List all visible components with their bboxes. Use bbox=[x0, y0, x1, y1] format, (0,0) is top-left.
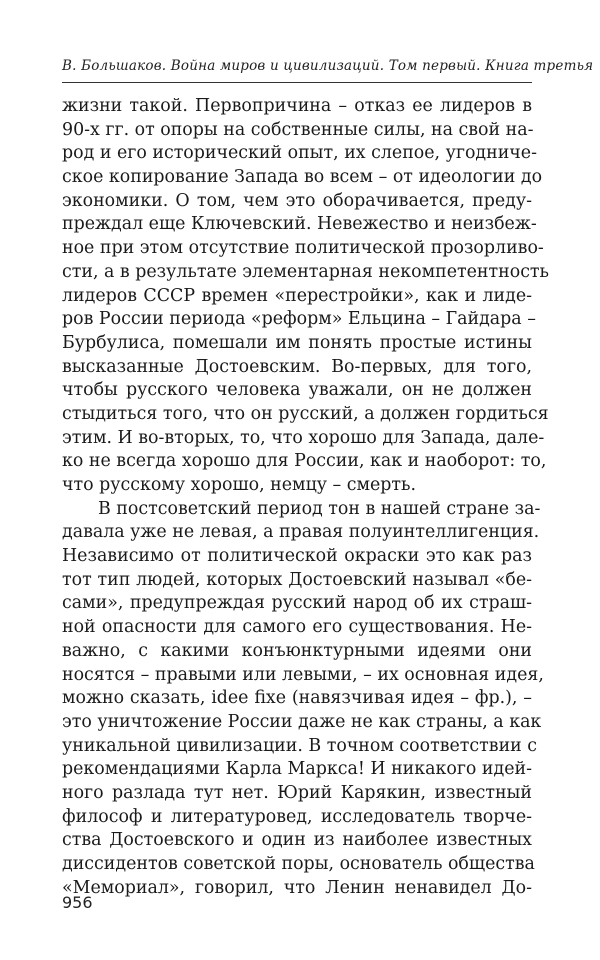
text-line: экономики. О том, чем это оборачивается, преду- bbox=[62, 190, 532, 211]
text-line: лидеров СССР времен «перестройки», как и лиде- bbox=[62, 285, 532, 306]
text-line: носятся – правыми или левыми, – их основная идея, bbox=[62, 664, 544, 685]
text-line: стыдиться того, что он русский, а должен гордиться bbox=[62, 403, 549, 424]
text-line: что русскому хорошо, немцу – смерть. bbox=[62, 475, 417, 495]
text-line: диссидентов советской поры, основатель общества bbox=[62, 854, 535, 874]
text-line: сами», предупреждая русский народ об их страш- bbox=[62, 593, 532, 614]
text-line: давала уже не левая, а правая полуинтеллигенция. bbox=[62, 522, 540, 543]
text-line: В постсоветский период тон в нашей стране за- bbox=[98, 498, 541, 519]
header-rule bbox=[62, 82, 532, 83]
text-line: преждал еще Ключевский. Невежество и неизбеж- bbox=[62, 214, 537, 235]
text-line: 90-х гг. от опоры на собственные силы, на свой на- bbox=[62, 119, 534, 140]
text-line: «Мемориал», говорил, что Ленин ненавидел До- bbox=[62, 877, 532, 898]
running-head: В. Большаков. Война миров и цивилизаций. Том первый. Книга третья bbox=[62, 58, 594, 74]
text-line: род и его исторический опыт, их слепое, угодниче- bbox=[62, 143, 537, 164]
paragraph bbox=[62, 498, 544, 901]
text-line: ной опасности для самого его существования. Не- bbox=[62, 617, 532, 638]
text-line: жизни такой. Первопричина – отказ ее лидеров в bbox=[62, 96, 532, 116]
text-line: высказанные Достоевским. Во-первых, для того, bbox=[62, 356, 532, 377]
text-line: можно сказать, idee fixe (навязчивая идея – фр.), – bbox=[62, 688, 532, 709]
text-line: чтобы русского человека уважали, он не должен bbox=[62, 380, 532, 401]
text-line: философ и литературовед, исследователь творче- bbox=[62, 806, 532, 827]
text-line: этим. И во-вторых, то, что хорошо для Запада, дале- bbox=[62, 427, 545, 448]
text-line: рекомендациями Карла Маркса! И никакого идей- bbox=[62, 759, 532, 780]
text-line: уникальной цивилизации. В точном соответствии с bbox=[62, 735, 538, 756]
text-line: важно, с какими конъюнктурными идеями они bbox=[62, 640, 532, 661]
text-line: это уничтожение России даже не как страны, а как bbox=[62, 711, 542, 732]
text-line: ное при этом отсутствие политической прозорливо- bbox=[62, 238, 544, 259]
text-line: тот тип людей, которых Достоевский называл «бе- bbox=[62, 569, 532, 590]
text-line: ское копирование Запада во всем – от идеологии до bbox=[62, 167, 543, 188]
text-line: ко не всегда хорошо для России, как и наоборот: то, bbox=[62, 451, 547, 472]
text-line: сти, а в результате элементарная некомпетентность bbox=[62, 261, 550, 282]
body-text bbox=[62, 95, 550, 900]
text-line: Бурбулиса, помешали им понять простые истины bbox=[62, 332, 532, 353]
text-line: ства Достоевского и один из наиболее известных bbox=[62, 830, 532, 851]
page-number: 956 bbox=[62, 893, 93, 912]
text-line: ров России периода «реформ» Ельцина – Гайдара – bbox=[62, 309, 536, 330]
text-line: ного разлада тут нет. Юрий Карякин, известный bbox=[62, 782, 532, 803]
paragraph bbox=[62, 95, 550, 498]
text-line: Независимо от политической окраски это как раз bbox=[62, 546, 532, 567]
